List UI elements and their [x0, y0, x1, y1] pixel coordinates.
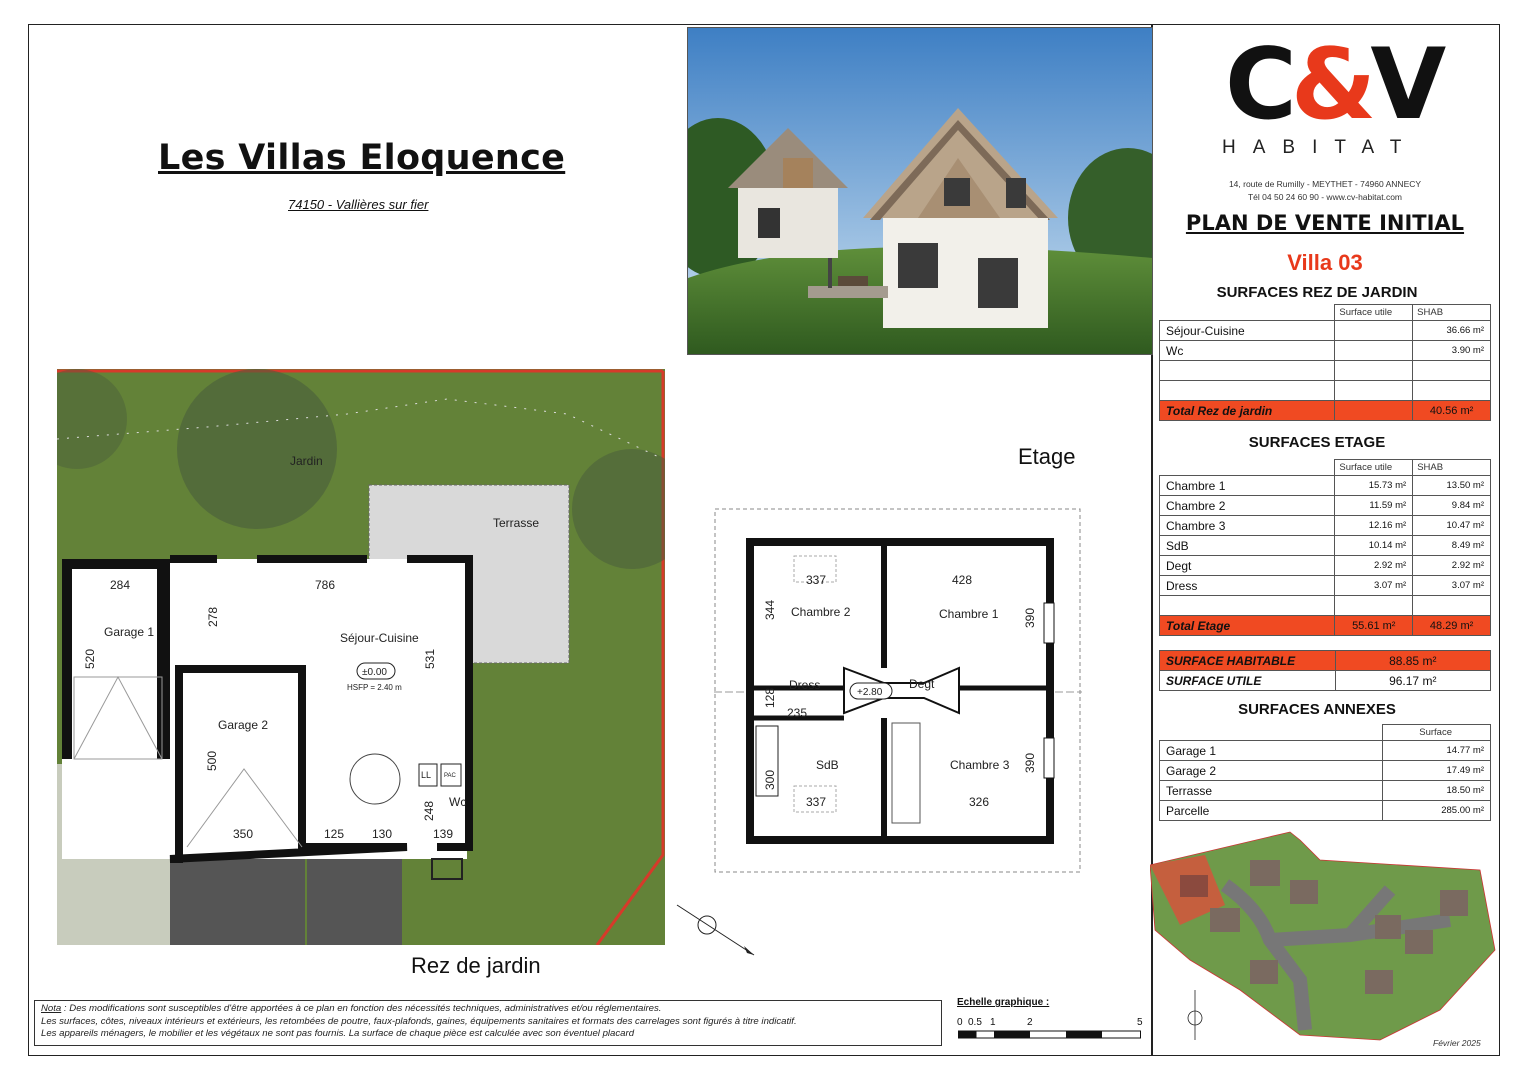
table-row [1160, 381, 1491, 401]
level-marker: +2.80 [857, 687, 883, 698]
dim-label: 531 [423, 648, 437, 669]
dim-label: 235 [787, 706, 808, 720]
total-row: Total Rez de jardin 40.56 m² [1160, 401, 1491, 421]
surface-summary-table [1159, 650, 1491, 691]
table-row: Dress 3.07 m² 3.07 m² [1160, 576, 1491, 596]
dim-label: 344 [763, 599, 777, 620]
label-ll: LL [421, 770, 432, 780]
plan-type-title: PLAN DE VENTE INITIAL [1185, 211, 1465, 235]
site-plan-map [1150, 830, 1500, 1052]
room-label-sejour: Séjour-Cuisine [340, 631, 419, 645]
level-marker: ±0.00 [362, 667, 387, 678]
dim-label: 248 [422, 800, 436, 821]
dim-label: 390 [1023, 752, 1037, 773]
project-location: 74150 - Vallières sur fier [288, 197, 429, 212]
annexes-surface-table [1159, 724, 1491, 821]
brand-tagline: HABITAT [1222, 137, 1419, 158]
table-row: Garage 1 14.77 m² [1160, 741, 1491, 761]
table-row: Degt 2.92 m² 2.92 m² [1160, 556, 1491, 576]
dim-label: 390 [1023, 607, 1037, 628]
dim-label: 139 [433, 827, 454, 841]
dim-label: 326 [969, 795, 990, 809]
room-label-degt: Degt [909, 677, 935, 691]
dim-label: 428 [952, 573, 973, 587]
dim-label: 284 [110, 578, 131, 592]
dim-label: 130 [372, 827, 393, 841]
table-row: Chambre 2 11.59 m² 9.84 m² [1160, 496, 1491, 516]
room-label-terrasse: Terrasse [493, 516, 540, 530]
dim-label: 786 [315, 578, 336, 592]
note-line: Les surfaces, côtes, niveaux intérieurs et extérieurs, les retombées de poutre, faux-plafonds, gaines, équipements sanitaires et formats des carrelages sont figurés à titre indicatif. [41, 1015, 797, 1027]
col-header: Surface utile [1335, 305, 1413, 321]
villa-number: Villa 03 [1287, 250, 1363, 275]
note-line: Les appareils ménagers, le mobilier et les végétaux ne sont pas fournis. La surface de chaque pièce est calculée avec son éventuel placard [41, 1028, 635, 1039]
table-row [1160, 596, 1491, 616]
rez-table-title: SURFACES REZ DE JARDIN [1216, 284, 1418, 301]
room-label-dress: Dress [789, 678, 821, 692]
annexes-table-title: SURFACES ANNEXES [1238, 701, 1396, 718]
dim-label: 337 [806, 573, 827, 587]
room-label-jardin: Jardin [290, 454, 323, 468]
brand-logo: C&V [1225, 28, 1441, 142]
note-label: Nota [41, 1003, 62, 1014]
room-label-garage2: Garage 2 [218, 718, 269, 732]
ceiling-height: HSFP = 2.40 m [347, 683, 402, 692]
room-label-garage1: Garage 1 [104, 625, 155, 639]
col-header: SHAB [1413, 305, 1491, 321]
note-line: : Des modifications sont susceptibles d'être apportées à ce plan en fonction des nécessités techniques, administratives et/ou réglementaires. [61, 1003, 662, 1014]
dim-label: 125 [324, 827, 345, 841]
brand-address: 14, route de Rumilly - MEYTHET - 74960 ANNECY [1228, 179, 1422, 189]
room-label-sdb: SdB [816, 758, 839, 772]
upper-floor-label: Etage [1018, 444, 1076, 469]
scale-label: Echelle graphique : [957, 997, 1050, 1008]
dim-label: 337 [806, 795, 827, 809]
table-row: Chambre 3 12.16 m² 10.47 m² [1160, 516, 1491, 536]
room-label-ch3: Chambre 3 [950, 758, 1010, 772]
table-row: Chambre 1 15.73 m² 13.50 m² [1160, 476, 1491, 496]
rez-surface-table [1159, 304, 1491, 421]
dim-label: 128 [763, 687, 777, 708]
col-header: Surface utile [1335, 460, 1413, 476]
utile-row: SURFACE UTILE 96.17 m² [1160, 671, 1491, 691]
etage-surface-table [1159, 459, 1491, 636]
room-label-ch1: Chambre 1 [939, 607, 999, 621]
table-row: Parcelle 285.00 m² [1160, 801, 1491, 821]
scale-tick: 5 [1137, 1017, 1143, 1028]
scale-tick: 1 [990, 1017, 996, 1028]
brand-contact: Tél 04 50 24 60 90 - www.cv-habitat.com [1247, 192, 1403, 202]
col-header: Surface [1383, 725, 1491, 741]
dim-label: 350 [233, 827, 254, 841]
table-row: Terrasse 18.50 m² [1160, 781, 1491, 801]
scale-tick: 0 [957, 1017, 963, 1028]
plan-date: Février 2025 [1433, 1038, 1481, 1048]
tree-icon [177, 369, 337, 529]
compass-icon [672, 900, 762, 960]
table-row [1160, 361, 1491, 381]
etage-table-title: SURFACES ETAGE [1248, 434, 1386, 451]
upper-floor-plan [714, 508, 1082, 874]
project-title: Les Villas Eloquence [158, 138, 566, 178]
room-label-ch2: Chambre 2 [791, 605, 851, 619]
dim-label: 278 [206, 606, 220, 627]
table-row: SdB 10.14 m² 8.49 m² [1160, 536, 1491, 556]
total-row: Total Etage 55.61 m² 48.29 m² [1160, 616, 1491, 636]
ground-floor-label: Rez de jardin [411, 953, 541, 978]
table-row: Garage 2 17.49 m² [1160, 761, 1491, 781]
ground-floor-plan [57, 369, 665, 945]
label-pac: PAC [444, 773, 456, 779]
scale-tick: 0.5 [968, 1017, 982, 1028]
table-row: Séjour-Cuisine 36.66 m² [1160, 321, 1491, 341]
dim-label: 520 [83, 648, 97, 669]
villa-render-image [687, 27, 1153, 355]
col-header: SHAB [1413, 460, 1491, 476]
dim-label: 500 [205, 750, 219, 771]
table-row: Wc 3.90 m² [1160, 341, 1491, 361]
habitable-row: SURFACE HABITABLE 88.85 m² [1160, 651, 1491, 671]
scale-tick: 2 [1027, 1017, 1033, 1028]
disclaimer-note [34, 1000, 942, 1046]
room-label-wc: Wc [449, 795, 467, 809]
scale-bar [958, 1030, 1142, 1040]
dim-label: 300 [763, 769, 777, 790]
